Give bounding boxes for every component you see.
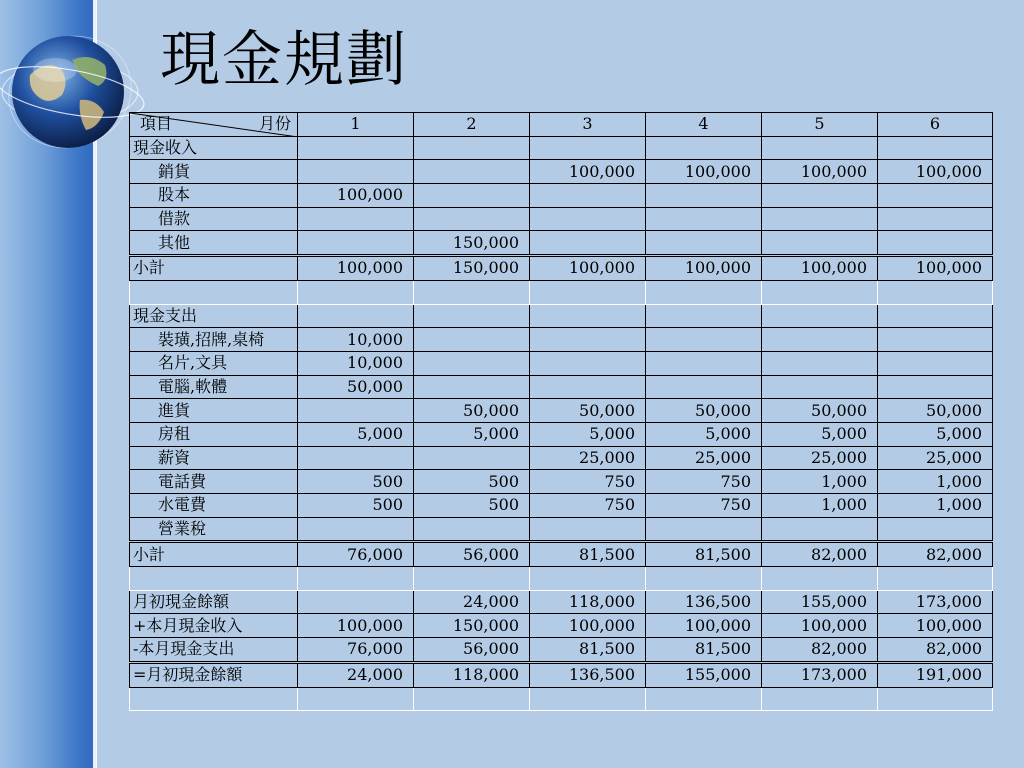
value-cell: 750 [530, 470, 646, 494]
value-cell [298, 590, 414, 614]
value-cell [762, 517, 878, 542]
value-cell [530, 328, 646, 352]
row-label: 小計 [130, 256, 298, 281]
value-cell: 150,000 [414, 256, 530, 281]
value-cell: 155,000 [762, 590, 878, 614]
expense-row [130, 375, 993, 399]
value-cell [646, 328, 762, 352]
value-cell: 25,000 [646, 446, 762, 470]
spacer-row [130, 280, 993, 304]
value-cell [414, 160, 530, 184]
row-label: 名片,文具 [130, 351, 298, 375]
value-cell: 100,000 [646, 160, 762, 184]
value-cell [414, 207, 530, 231]
value-cell [646, 231, 762, 256]
income-row [130, 184, 993, 208]
value-cell [878, 517, 993, 542]
value-cell [878, 231, 993, 256]
value-cell: 1,000 [762, 494, 878, 518]
value-cell: 50,000 [530, 399, 646, 423]
value-cell: 100,000 [298, 256, 414, 281]
value-cell: 5,000 [646, 422, 762, 446]
row-label: 現金收入 [130, 136, 298, 160]
balance-row [130, 638, 993, 663]
row-label: 進貨 [130, 399, 298, 423]
table-body [130, 113, 993, 711]
cash-plan-table [129, 112, 993, 711]
row-label: 月初現金餘額 [130, 590, 298, 614]
value-cell: 100,000 [878, 160, 993, 184]
value-cell: 82,000 [878, 638, 993, 663]
value-cell: 81,500 [530, 638, 646, 663]
value-cell [762, 567, 878, 591]
value-cell [646, 207, 762, 231]
value-cell [762, 687, 878, 711]
section-header-row [130, 136, 993, 160]
value-cell: 56,000 [414, 542, 530, 567]
value-cell: 100,000 [530, 256, 646, 281]
value-cell: 5,000 [530, 422, 646, 446]
value-cell: 76,000 [298, 542, 414, 567]
value-cell [646, 567, 762, 591]
row-label: 銷貨 [130, 160, 298, 184]
value-cell: 5,000 [298, 422, 414, 446]
value-cell [878, 304, 993, 328]
value-cell [414, 184, 530, 208]
row-label: 電腦,軟體 [130, 375, 298, 399]
value-cell: 100,000 [762, 256, 878, 281]
value-cell [298, 399, 414, 423]
value-cell: 50,000 [878, 399, 993, 423]
value-cell [762, 351, 878, 375]
value-cell [646, 184, 762, 208]
expense-row [130, 470, 993, 494]
value-cell [878, 687, 993, 711]
month-header-cell: 1 [298, 113, 414, 137]
row-label: 薪資 [130, 446, 298, 470]
value-cell [298, 207, 414, 231]
expense-row [130, 446, 993, 470]
value-cell: 50,000 [414, 399, 530, 423]
row-label: =月初現金餘額 [130, 662, 298, 687]
value-cell: 173,000 [762, 662, 878, 687]
value-cell [414, 351, 530, 375]
value-cell [762, 231, 878, 256]
value-cell: 100,000 [530, 160, 646, 184]
value-cell [646, 351, 762, 375]
month-header-cell: 2 [414, 113, 530, 137]
row-label: 借款 [130, 207, 298, 231]
value-cell: 100,000 [530, 614, 646, 638]
value-cell: 500 [414, 494, 530, 518]
value-cell: 100,000 [878, 256, 993, 281]
value-cell [414, 304, 530, 328]
value-cell: 100,000 [298, 184, 414, 208]
value-cell: 50,000 [298, 375, 414, 399]
value-cell [530, 136, 646, 160]
row-label: 房租 [130, 422, 298, 446]
value-cell: 50,000 [646, 399, 762, 423]
value-cell: 136,500 [646, 590, 762, 614]
value-cell [762, 328, 878, 352]
value-cell [298, 280, 414, 304]
value-cell: 10,000 [298, 328, 414, 352]
globe-icon [0, 20, 150, 160]
value-cell: 81,500 [646, 638, 762, 663]
value-cell: 750 [646, 470, 762, 494]
value-cell: 750 [646, 494, 762, 518]
value-cell: 76,000 [298, 638, 414, 663]
header-corner-cell [130, 113, 298, 137]
value-cell [530, 567, 646, 591]
value-cell [530, 375, 646, 399]
value-cell [762, 136, 878, 160]
value-cell [530, 207, 646, 231]
value-cell [530, 517, 646, 542]
value-cell [298, 446, 414, 470]
value-cell [414, 517, 530, 542]
expense-row [130, 422, 993, 446]
row-label: 裝璜,招牌,桌椅 [130, 328, 298, 352]
value-cell: 24,000 [414, 590, 530, 614]
value-cell [298, 567, 414, 591]
value-cell [414, 446, 530, 470]
value-cell [530, 231, 646, 256]
value-cell [298, 231, 414, 256]
value-cell: 500 [414, 470, 530, 494]
value-cell: 118,000 [414, 662, 530, 687]
value-cell: 1,000 [762, 470, 878, 494]
value-cell: 100,000 [762, 614, 878, 638]
value-cell [298, 687, 414, 711]
value-cell [530, 687, 646, 711]
value-cell [414, 136, 530, 160]
value-cell [878, 351, 993, 375]
row-label: 營業稅 [130, 517, 298, 542]
value-cell [762, 280, 878, 304]
value-cell: 24,000 [298, 662, 414, 687]
row-label [130, 567, 298, 591]
header-row [130, 113, 993, 137]
month-header: 月份 [258, 114, 291, 133]
value-cell [414, 328, 530, 352]
expense-row [130, 399, 993, 423]
month-header-cell: 6 [878, 113, 993, 137]
value-cell: 100,000 [298, 614, 414, 638]
value-cell [530, 304, 646, 328]
value-cell: 82,000 [762, 542, 878, 567]
value-cell: 10,000 [298, 351, 414, 375]
value-cell [878, 567, 993, 591]
value-cell: 81,500 [646, 542, 762, 567]
balance-row [130, 590, 993, 614]
value-cell [298, 517, 414, 542]
month-header-cell: 3 [530, 113, 646, 137]
spacer-row [130, 567, 993, 591]
value-cell [414, 567, 530, 591]
value-cell [298, 160, 414, 184]
value-cell: 100,000 [762, 160, 878, 184]
value-cell: 500 [298, 470, 414, 494]
row-label: 水電費 [130, 494, 298, 518]
value-cell [530, 351, 646, 375]
row-label: 小計 [130, 542, 298, 567]
value-cell: 56,000 [414, 638, 530, 663]
expense-row [130, 351, 993, 375]
value-cell [762, 304, 878, 328]
value-cell: 155,000 [646, 662, 762, 687]
value-cell [414, 375, 530, 399]
value-cell [878, 184, 993, 208]
value-cell: 750 [530, 494, 646, 518]
value-cell [414, 280, 530, 304]
row-label: -本月現金支出 [130, 638, 298, 663]
expense-subtotal-row [130, 542, 993, 567]
month-header-cell: 4 [646, 113, 762, 137]
value-cell: 150,000 [414, 614, 530, 638]
value-cell [298, 304, 414, 328]
income-row [130, 160, 993, 184]
expense-row [130, 328, 993, 352]
value-cell: 5,000 [762, 422, 878, 446]
expense-row [130, 517, 993, 542]
section-header-row [130, 304, 993, 328]
value-cell [530, 280, 646, 304]
value-cell: 25,000 [878, 446, 993, 470]
item-header: 項目 [140, 114, 173, 133]
row-label: 其他 [130, 231, 298, 256]
value-cell: 136,500 [530, 662, 646, 687]
row-label [130, 687, 298, 711]
row-label [130, 280, 298, 304]
spacer-row [130, 687, 993, 711]
value-cell [762, 207, 878, 231]
income-subtotal-row [130, 256, 993, 281]
value-cell [530, 184, 646, 208]
value-cell [646, 304, 762, 328]
value-cell [878, 136, 993, 160]
income-row [130, 207, 993, 231]
expense-row [130, 494, 993, 518]
value-cell [298, 136, 414, 160]
row-label: 股本 [130, 184, 298, 208]
balance-row [130, 614, 993, 638]
row-label: 現金支出 [130, 304, 298, 328]
value-cell: 118,000 [530, 590, 646, 614]
value-cell: 82,000 [762, 638, 878, 663]
value-cell: 100,000 [646, 614, 762, 638]
value-cell: 1,000 [878, 470, 993, 494]
value-cell: 25,000 [762, 446, 878, 470]
value-cell: 100,000 [878, 614, 993, 638]
value-cell: 500 [298, 494, 414, 518]
value-cell [646, 375, 762, 399]
balance-total-row [130, 662, 993, 687]
value-cell [414, 687, 530, 711]
value-cell [646, 517, 762, 542]
value-cell: 50,000 [762, 399, 878, 423]
value-cell: 5,000 [414, 422, 530, 446]
value-cell [878, 280, 993, 304]
value-cell [878, 207, 993, 231]
value-cell [878, 328, 993, 352]
value-cell: 5,000 [878, 422, 993, 446]
value-cell [646, 136, 762, 160]
value-cell: 81,500 [530, 542, 646, 567]
value-cell [646, 280, 762, 304]
value-cell: 191,000 [878, 662, 993, 687]
value-cell [878, 375, 993, 399]
month-header-cell: 5 [762, 113, 878, 137]
value-cell: 173,000 [878, 590, 993, 614]
income-row [130, 231, 993, 256]
value-cell: 25,000 [530, 446, 646, 470]
row-label: +本月現金收入 [130, 614, 298, 638]
value-cell: 1,000 [878, 494, 993, 518]
value-cell: 150,000 [414, 231, 530, 256]
value-cell: 82,000 [878, 542, 993, 567]
row-label: 電話費 [130, 470, 298, 494]
value-cell [762, 375, 878, 399]
page-title: 現金規劃 [160, 25, 408, 95]
value-cell: 100,000 [646, 256, 762, 281]
value-cell [646, 687, 762, 711]
value-cell [762, 184, 878, 208]
